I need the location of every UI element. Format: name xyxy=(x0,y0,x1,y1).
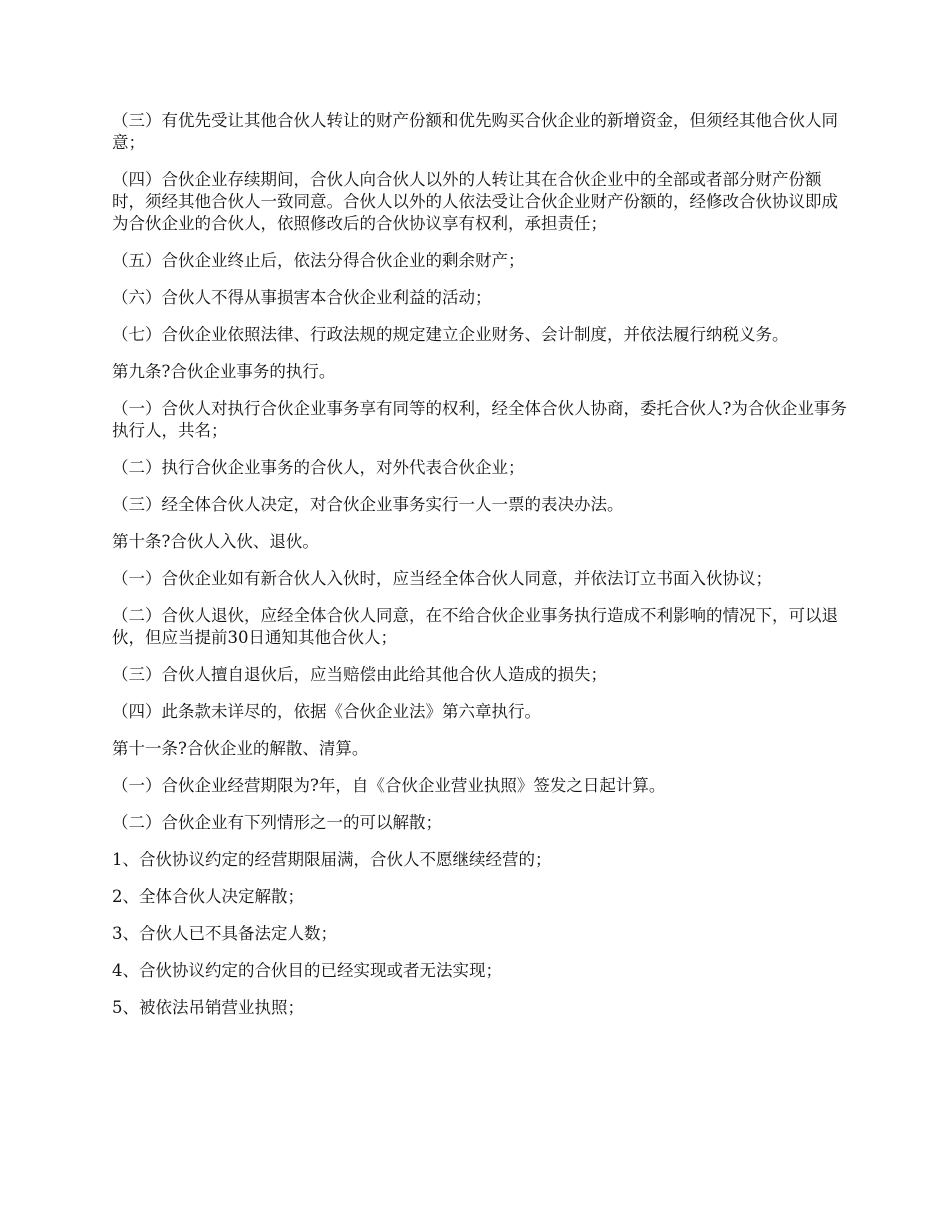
paragraph-unauthorized-withdrawal: （三）合伙人擅自退伙后，应当赔偿由此给其他合伙人造成的损失； xyxy=(112,665,607,684)
paragraph-no-harmful-activity: （六）合伙人不得从事损害本合伙企业利益的活动； xyxy=(112,288,492,307)
list-item-term-expired: 1、合伙协议约定的经营期限届满，合伙人不愿继续经营的； xyxy=(112,850,552,869)
paragraph-external-representation: （二）执行合伙企业事务的合伙人，对外代表合伙企业； xyxy=(112,458,525,477)
paragraph-dissolution-conditions: （二）合伙企业有下列情形之一的可以解散； xyxy=(112,813,442,832)
list-item-insufficient-number: 3、合伙人已不具备法定人数； xyxy=(112,924,337,943)
article-10-heading: 第十条?合伙人入伙、退伙。 xyxy=(112,532,319,551)
paragraph-residual-property: （五）合伙企业终止后，依法分得合伙企业的剩余财产； xyxy=(112,251,525,270)
paragraph-withdrawal: （二）合伙人退伙，应经全体合伙人同意，在不给合伙企业事务执行造成不利影响的情况下，可以退伙，但应当提前30日通知其他合伙人； xyxy=(112,606,838,647)
paragraph-business-term: （一）合伙企业经营期限为?年，自《合伙企业营业执照》签发之日起计算。 xyxy=(112,776,666,795)
paragraph-voting-method: （三）经全体合伙人决定，对合伙企业事务实行一人一票的表决办法。 xyxy=(112,495,624,514)
paragraph-admission: （一）合伙企业如有新合伙人入伙时，应当经全体合伙人同意，并依法订立书面入伙协议； xyxy=(112,569,772,588)
paragraph-law-reference: （四）此条款未详尽的，依据《合伙企业法》第六章执行。 xyxy=(112,702,541,721)
list-item-all-decide: 2、全体合伙人决定解散； xyxy=(112,887,304,906)
article-9-heading: 第九条?合伙企业事务的执行。 xyxy=(112,362,336,381)
paragraph-right-priority-purchase: （三）有优先受让其他合伙人转让的财产份额和优先购买合伙企业的新增资金，但须经其他合伙人同意； xyxy=(112,111,838,152)
list-item-license-revoked: 5、被依法吊销营业执照； xyxy=(112,998,304,1017)
paragraph-transfer-share: （四）合伙企业存续期间，合伙人向合伙人以外的人转让其在合伙企业中的全部或者部分财产份额时，须经其他合伙人一致同意。合伙人以外的人依法受让合伙企业财产份额的，经修改合伙协议即成为合伙企业的合伙人，依照修改后的合伙协议享有权利，承担责任； xyxy=(112,170,838,233)
paragraph-equal-rights: （一）合伙人对执行合伙企业事务享有同等的权利，经全体合伙人协商，委托合伙人?为合伙企业事务执行人，共名； xyxy=(112,399,847,440)
list-item-purpose-achieved: 4、合伙协议约定的合伙目的已经实现或者无法实现； xyxy=(112,961,502,980)
paragraph-accounting-tax: （七）合伙企业依照法律、行政法规的规定建立企业财务、会计制度，并依法履行纳税义务。 xyxy=(112,325,789,344)
article-11-heading: 第十一条?合伙企业的解散、清算。 xyxy=(112,739,369,758)
